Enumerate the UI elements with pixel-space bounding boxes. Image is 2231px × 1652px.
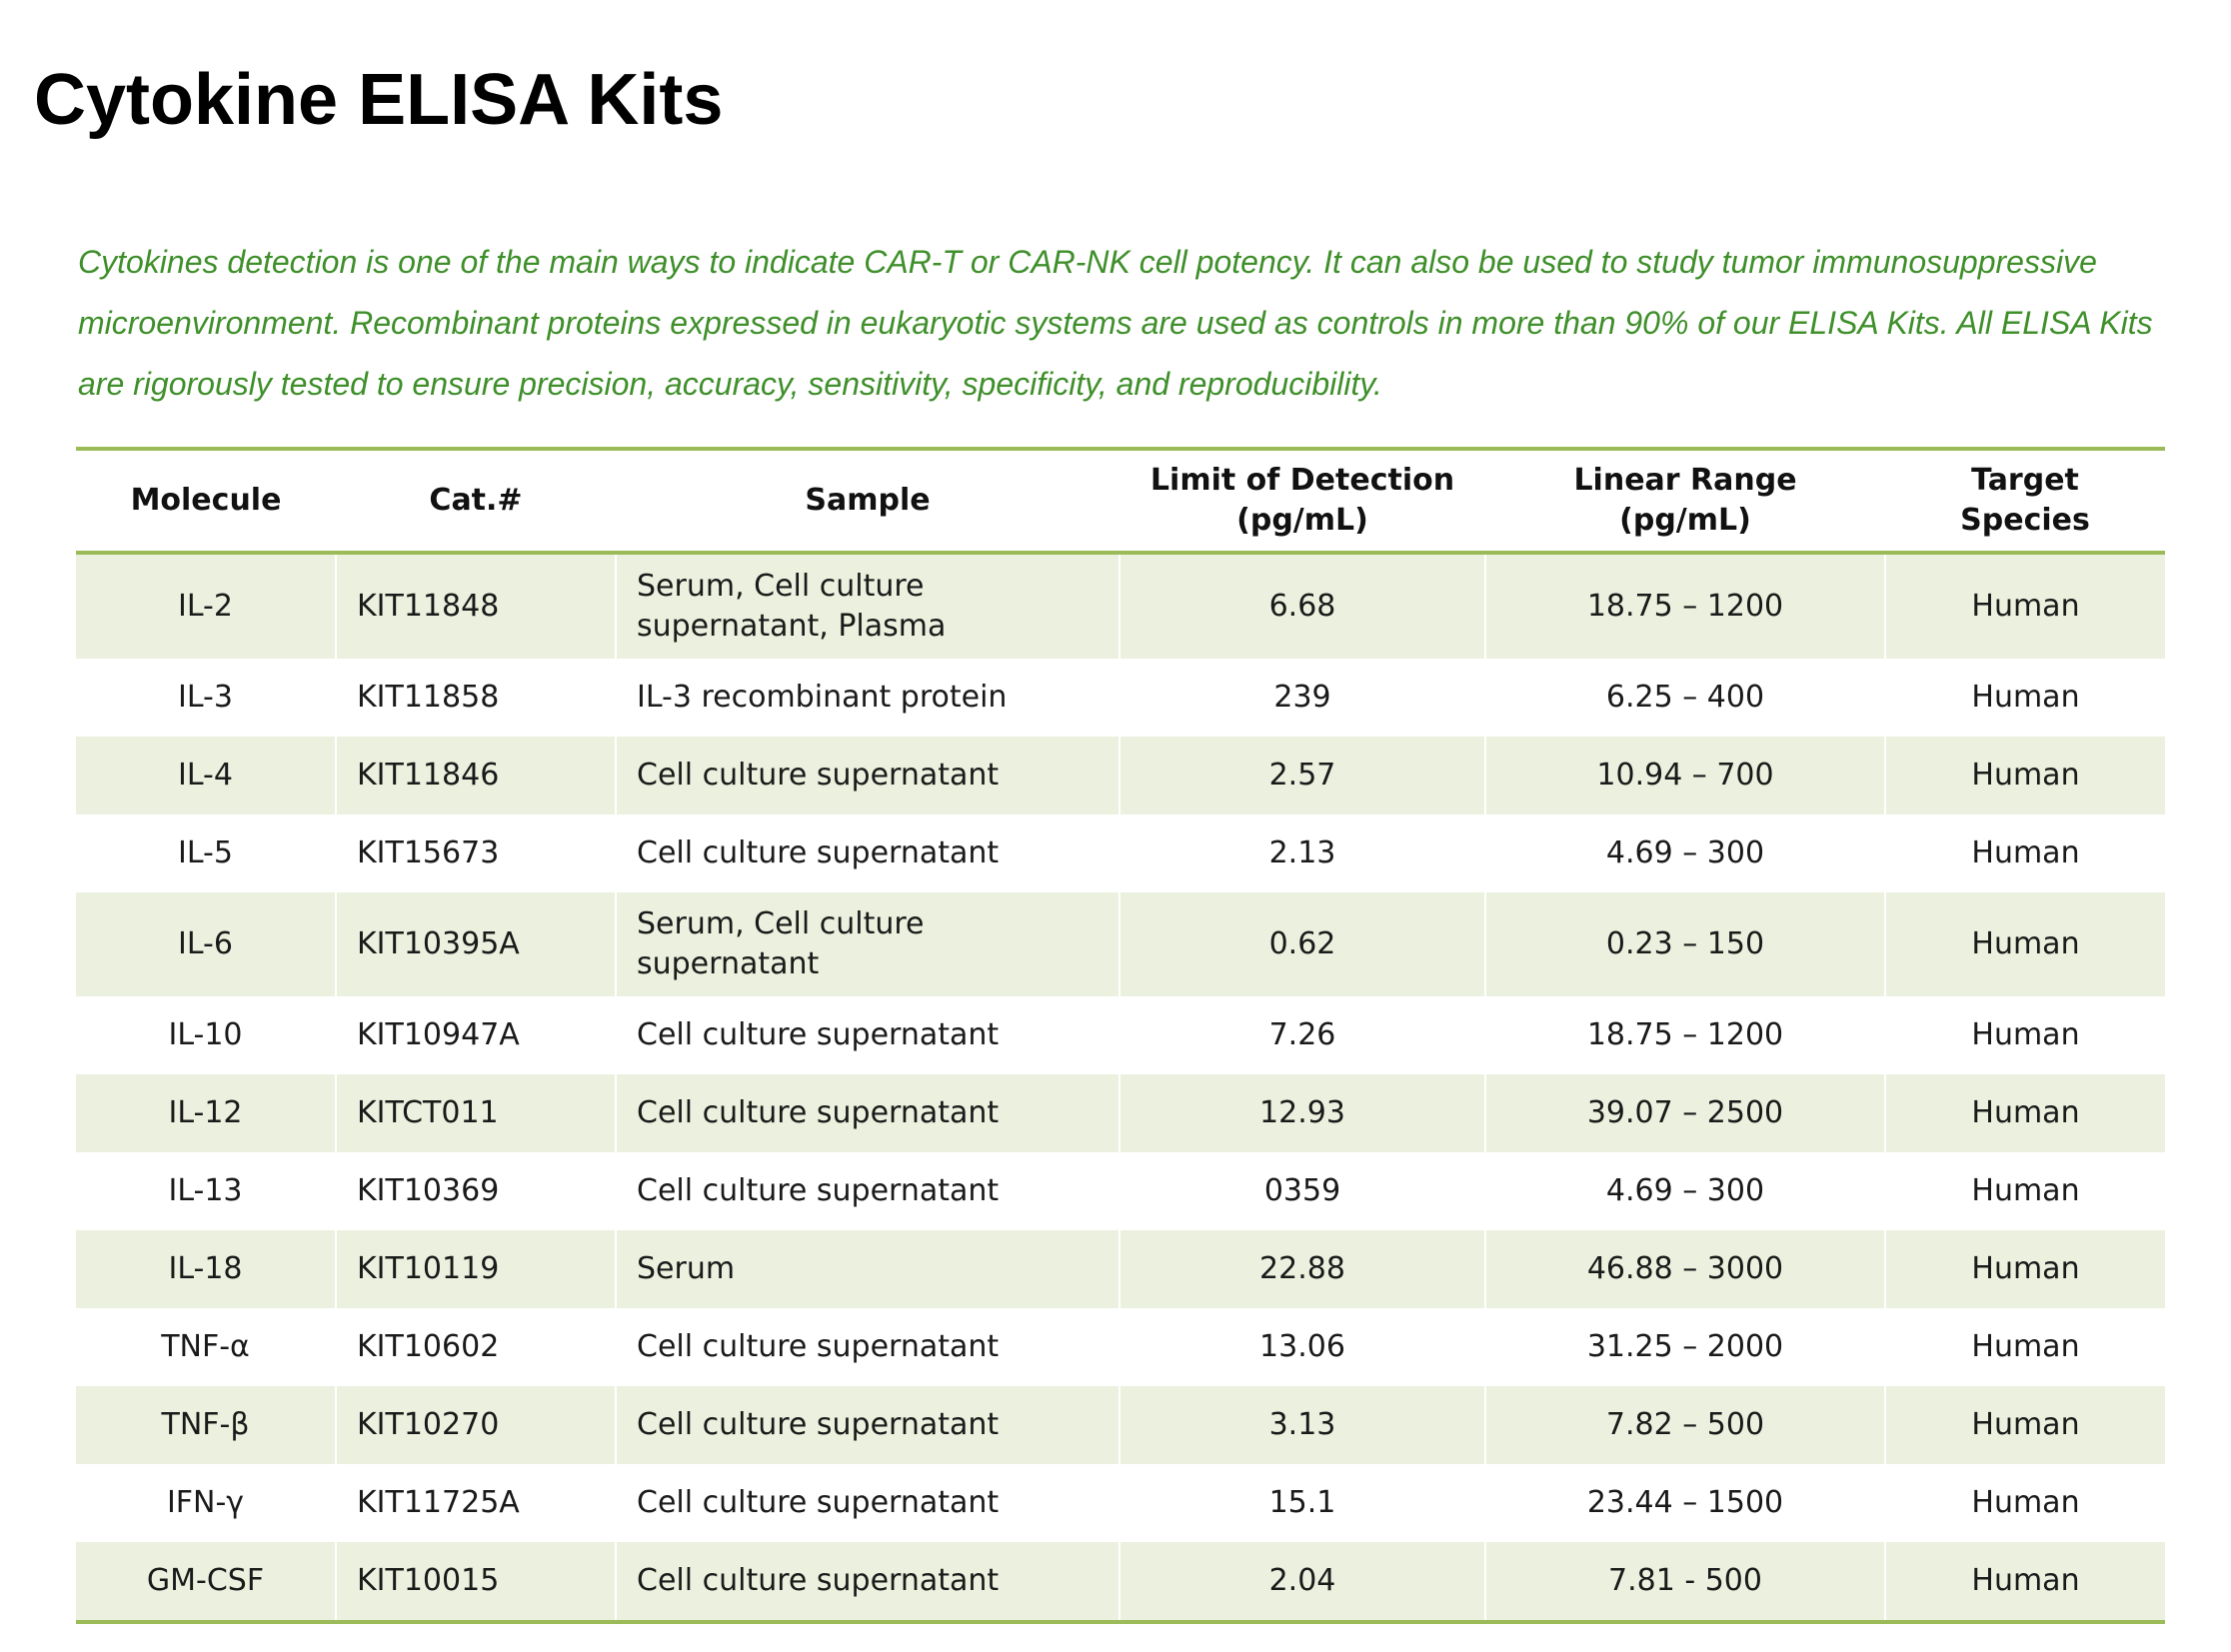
header-molecule: Molecule (76, 449, 336, 553)
cell-sample: Cell culture supernatant (616, 1152, 1119, 1230)
cell-linear-range: 31.25 – 2000 (1485, 1308, 1885, 1386)
cell-sample: Serum, Cell culture supernatant (616, 892, 1119, 996)
header-limit-of-detection: Limit of Detection (pg/mL) (1119, 449, 1485, 553)
cell-limit-of-detection: 2.13 (1119, 815, 1485, 892)
table-row (76, 815, 2165, 892)
cell-cat: KIT10947A (336, 996, 616, 1074)
cell-target-species: Human (1885, 737, 2165, 815)
cell-sample: Cell culture supernatant (616, 1464, 1119, 1542)
cell-cat: KIT11858 (336, 659, 616, 737)
cell-molecule: TNF-α (76, 1308, 336, 1386)
cell-sample: IL-3 recombinant protein (616, 659, 1119, 737)
cell-limit-of-detection: 2.04 (1119, 1542, 1485, 1622)
table-row (76, 659, 2165, 737)
cell-sample: Cell culture supernatant (616, 1308, 1119, 1386)
table-header (76, 449, 2165, 553)
cell-linear-range: 39.07 – 2500 (1485, 1074, 1885, 1152)
cell-molecule: IL-18 (76, 1230, 336, 1308)
cell-target-species: Human (1885, 815, 2165, 892)
cell-sample: Cell culture supernatant (616, 815, 1119, 892)
cell-molecule: IL-3 (76, 659, 336, 737)
cell-molecule: IL-10 (76, 996, 336, 1074)
cell-linear-range: 18.75 – 1200 (1485, 996, 1885, 1074)
header-linear-range: Linear Range (pg/mL) (1485, 449, 1885, 553)
cell-molecule: IL-2 (76, 553, 336, 659)
cell-cat: KIT10369 (336, 1152, 616, 1230)
table-row (76, 1464, 2165, 1542)
cell-limit-of-detection: 239 (1119, 659, 1485, 737)
header-row (76, 449, 2165, 553)
cell-linear-range: 0.23 – 150 (1485, 892, 1885, 996)
table-row (76, 553, 2165, 659)
cell-molecule: GM-CSF (76, 1542, 336, 1622)
cell-linear-range: 23.44 – 1500 (1485, 1464, 1885, 1542)
cell-cat: KIT11725A (336, 1464, 616, 1542)
cell-sample: Cell culture supernatant (616, 1074, 1119, 1152)
cell-linear-range: 46.88 – 3000 (1485, 1230, 1885, 1308)
cell-target-species: Human (1885, 1230, 2165, 1308)
table-row (76, 892, 2165, 996)
table-row (76, 737, 2165, 815)
cell-target-species: Human (1885, 1542, 2165, 1622)
cell-limit-of-detection: 3.13 (1119, 1386, 1485, 1464)
cell-limit-of-detection: 15.1 (1119, 1464, 1485, 1542)
cell-sample: Serum, Cell culture supernatant, Plasma (616, 553, 1119, 659)
table-row (76, 1386, 2165, 1464)
table-body (76, 553, 2165, 1622)
table-row (76, 1074, 2165, 1152)
table-row (76, 1542, 2165, 1622)
cell-molecule: IL-5 (76, 815, 336, 892)
cell-target-species: Human (1885, 1308, 2165, 1386)
cell-cat: KIT15673 (336, 815, 616, 892)
cell-linear-range: 6.25 – 400 (1485, 659, 1885, 737)
cell-linear-range: 4.69 – 300 (1485, 1152, 1885, 1230)
cell-cat: KIT10119 (336, 1230, 616, 1308)
cell-linear-range: 7.81 - 500 (1485, 1542, 1885, 1622)
cell-target-species: Human (1885, 1386, 2165, 1464)
cell-target-species: Human (1885, 659, 2165, 737)
cell-target-species: Human (1885, 553, 2165, 659)
cell-molecule: TNF-β (76, 1386, 336, 1464)
table-row (76, 996, 2165, 1074)
cell-cat: KITCT011 (336, 1074, 616, 1152)
intro-paragraph: Cytokines detection is one of the main ways to indicate CAR-T or CAR-NK cell potency. It can also be used to study tumor immunosuppressive microenvironment. Recombinant proteins expressed in eukaryotic systems are used as controls in more than 90% of our ELISA Kits. All ELISA Kits are rigorously tested to ensure precision, accuracy, sensitivity, specificity, and reproducibility. (78, 244, 2153, 402)
cell-cat: KIT10015 (336, 1542, 616, 1622)
elisa-kits-table (76, 447, 2165, 1624)
cell-molecule: IL-4 (76, 737, 336, 815)
cell-target-species: Human (1885, 892, 2165, 996)
cell-molecule: IFN-γ (76, 1464, 336, 1542)
cell-cat: KIT11848 (336, 553, 616, 659)
cell-limit-of-detection: 2.57 (1119, 737, 1485, 815)
cell-cat: KIT10270 (336, 1386, 616, 1464)
table-row (76, 1152, 2165, 1230)
cell-cat: KIT10395A (336, 892, 616, 996)
page-title: Cytokine ELISA Kits (34, 60, 724, 140)
cell-limit-of-detection: 22.88 (1119, 1230, 1485, 1308)
cell-molecule: IL-12 (76, 1074, 336, 1152)
cell-limit-of-detection: 0359 (1119, 1152, 1485, 1230)
header-sample: Sample (616, 449, 1119, 553)
table-row (76, 1308, 2165, 1386)
cell-sample: Cell culture supernatant (616, 1386, 1119, 1464)
cell-molecule: IL-13 (76, 1152, 336, 1230)
cell-limit-of-detection: 12.93 (1119, 1074, 1485, 1152)
cell-linear-range: 4.69 – 300 (1485, 815, 1885, 892)
cell-cat: KIT11846 (336, 737, 616, 815)
table-row (76, 1230, 2165, 1308)
cell-limit-of-detection: 6.68 (1119, 553, 1485, 659)
cell-target-species: Human (1885, 1074, 2165, 1152)
cell-sample: Cell culture supernatant (616, 996, 1119, 1074)
cell-limit-of-detection: 0.62 (1119, 892, 1485, 996)
cell-sample: Serum (616, 1230, 1119, 1308)
cell-sample: Cell culture supernatant (616, 1542, 1119, 1622)
cell-linear-range: 7.82 – 500 (1485, 1386, 1885, 1464)
cell-linear-range: 10.94 – 700 (1485, 737, 1885, 815)
cell-limit-of-detection: 7.26 (1119, 996, 1485, 1074)
cell-linear-range: 18.75 – 1200 (1485, 553, 1885, 659)
header-target-species: Target Species (1885, 449, 2165, 553)
cell-limit-of-detection: 13.06 (1119, 1308, 1485, 1386)
header-cat: Cat.# (336, 449, 616, 553)
cell-target-species: Human (1885, 1152, 2165, 1230)
cell-sample: Cell culture supernatant (616, 737, 1119, 815)
cell-target-species: Human (1885, 1464, 2165, 1542)
cell-cat: KIT10602 (336, 1308, 616, 1386)
cell-molecule: IL-6 (76, 892, 336, 996)
cell-target-species: Human (1885, 996, 2165, 1074)
